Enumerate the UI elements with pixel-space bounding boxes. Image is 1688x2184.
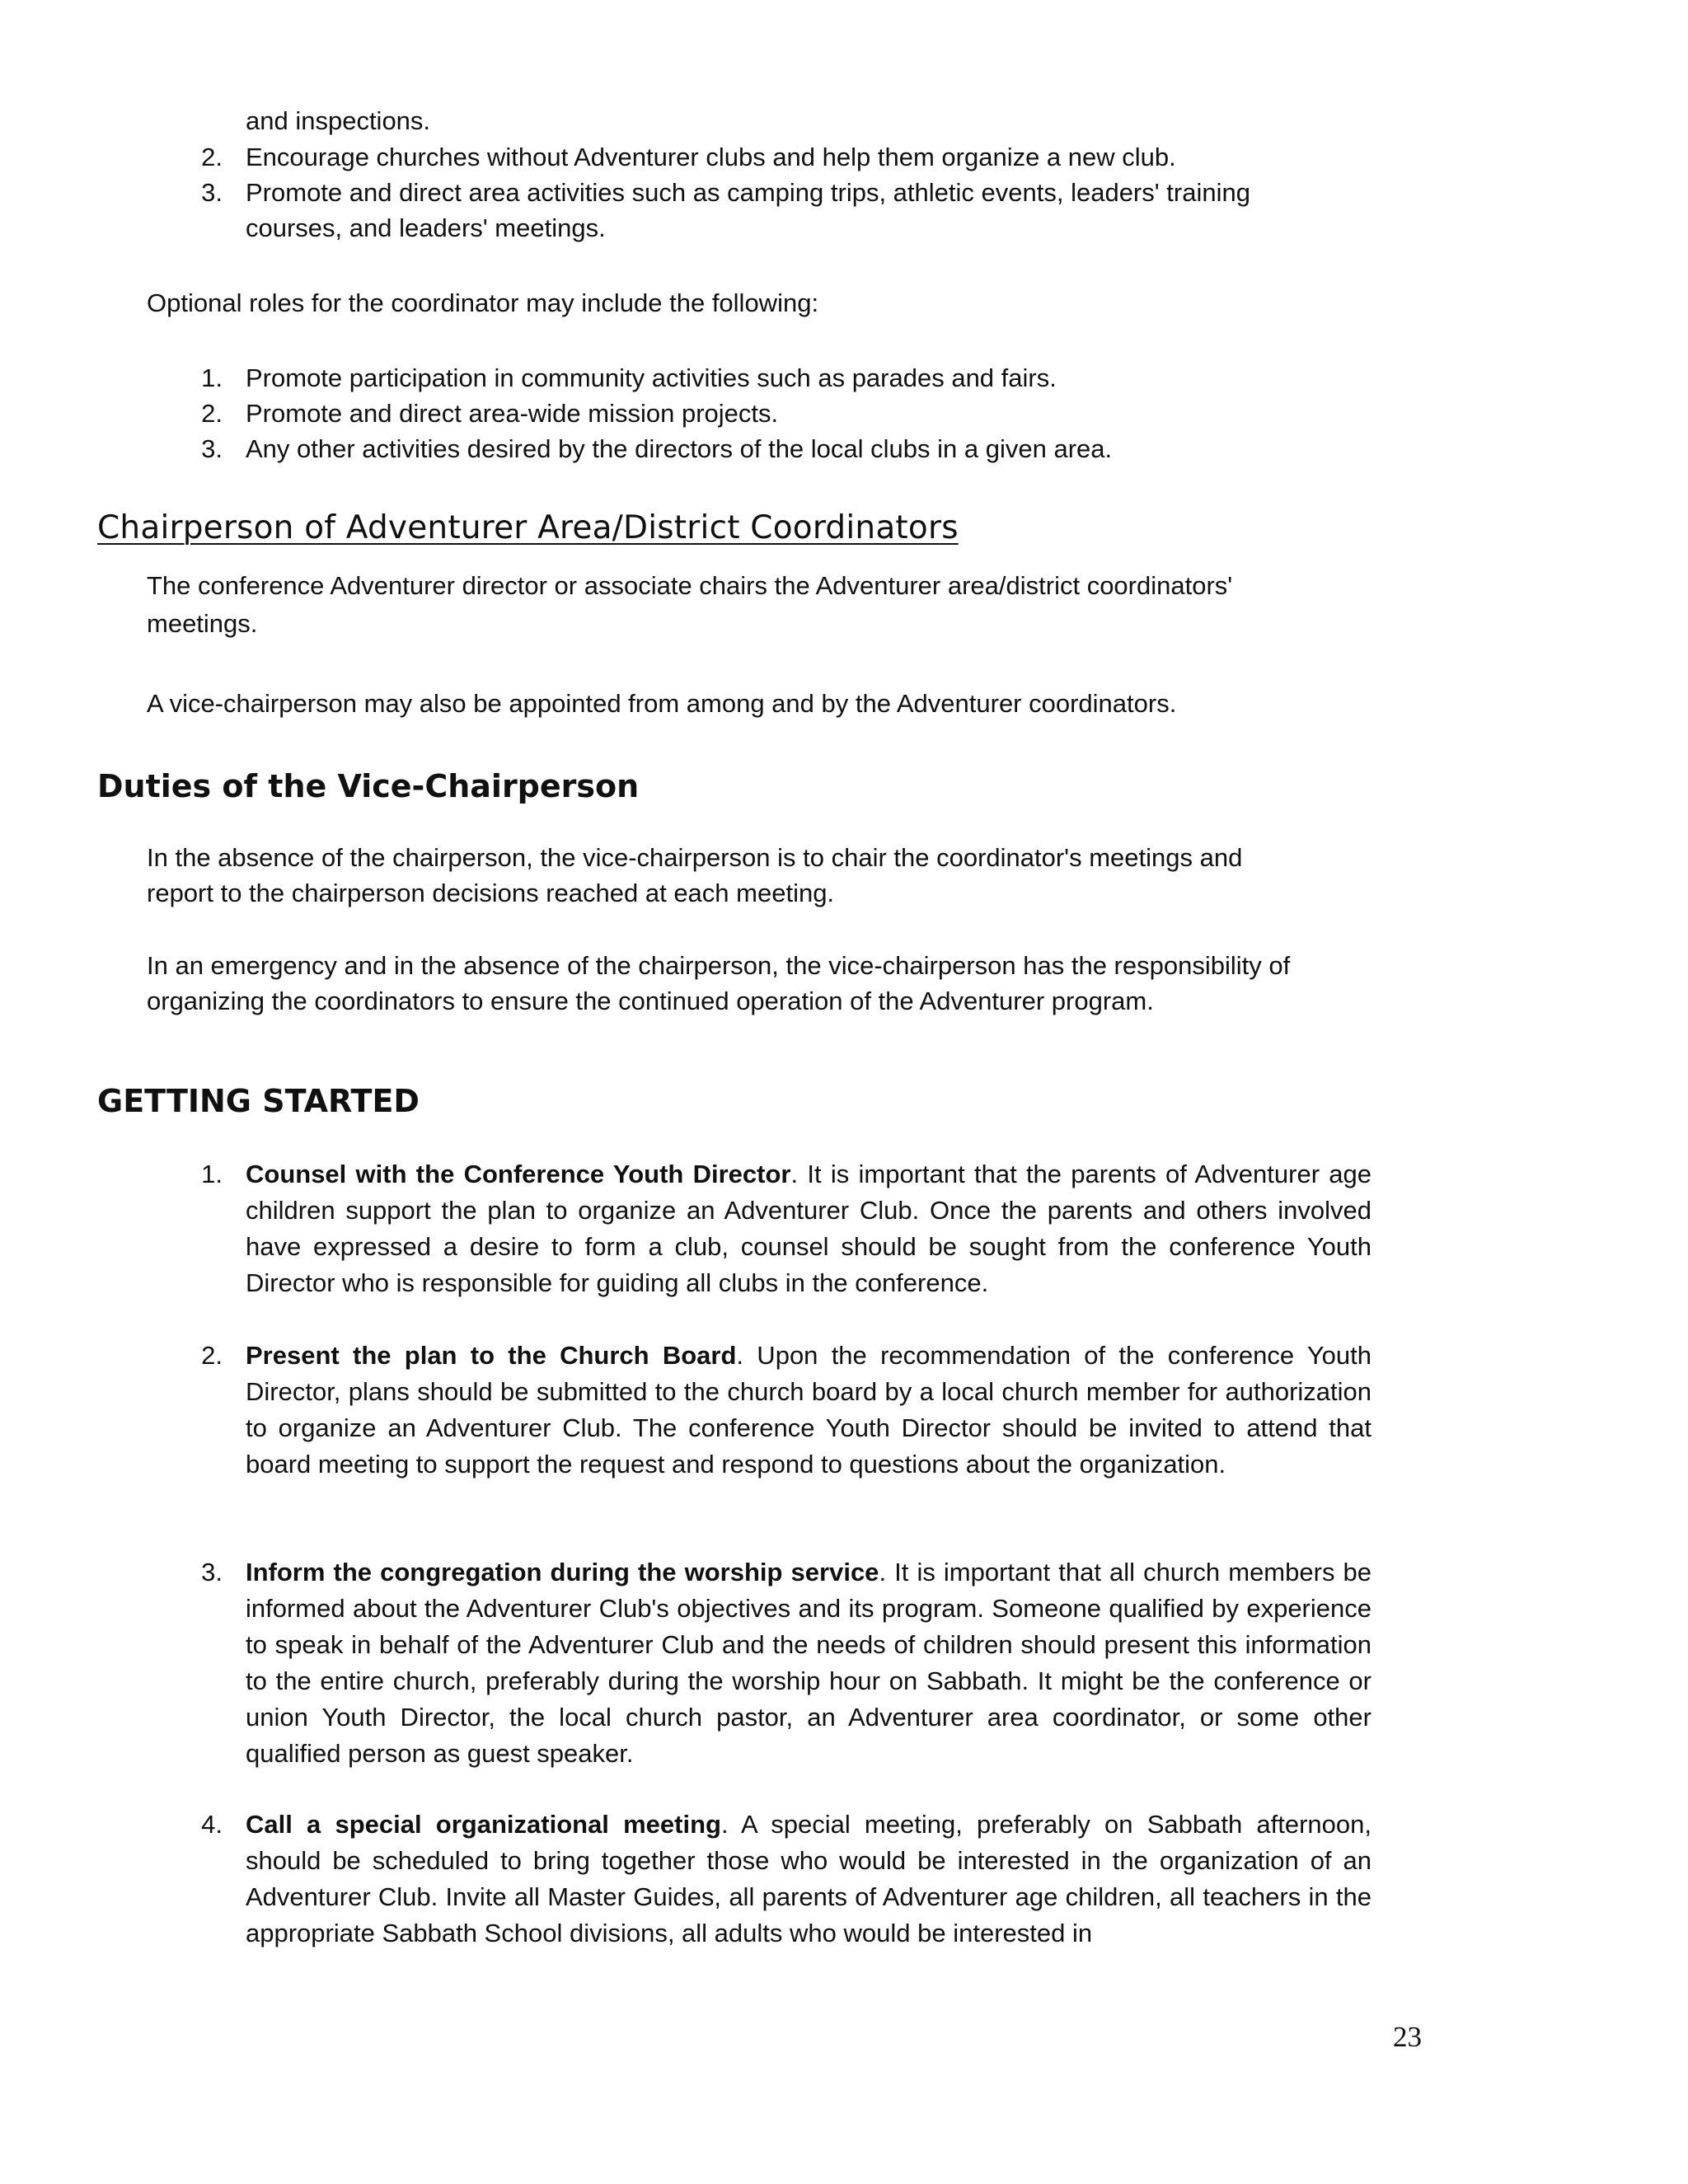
paragraph-line: The conference Adventurer director or associate chairs the Adventurer area/district coordinators' [147,571,1233,600]
list-item [246,1807,1372,1952]
list-item: Promote and direct area activities such as camping trips, athletic events, leaders' training [246,178,1250,207]
list-number: 2. [201,399,223,428]
list-continuation: and inspections. [246,106,431,135]
list-item-title: Call a special organizational meeting [246,1810,721,1839]
list-item-title: Inform the congregation during the worship service [246,1558,879,1586]
list-item: courses, and leaders' meetings. [246,213,606,242]
paragraph-line: meetings. [147,609,258,638]
list-item: Encourage churches without Adventurer clubs and help them organize a new club. [246,143,1176,171]
list-item-text: . It is important that all church members be informed about the Adventurer Club's objectives and its program. Someone qualified by experience to speak in behalf of the Adventurer Club and the needs of children should present this information to the entire church, preferably during the worship hour on Sabbath. It might be the conference or union Youth Director, the local church pastor, an Adventurer area coordinator, or some other qualified person as guest speaker. [246,1558,1372,1768]
list-number: 1. [201,1160,223,1188]
paragraph: A vice-chairperson may also be appointed from among and by the Adventurer coordinators. [147,689,1177,718]
section-heading-chairperson: Chairperson of Adventurer Area/District Coordinators [97,509,959,546]
section-heading-getting-started: GETTING STARTED [97,1083,420,1119]
page-number: 23 [1393,2021,1422,2053]
list-item: Promote participation in community activities such as parades and fairs. [246,363,1057,392]
list-item-text: . It is important that the parents of Adventurer age children support the plan to organize an Adventurer Club. Once the parents and others involved have expressed a desire to form a club, counsel should be sought from the conference Youth Director who is responsible for guiding all clubs in the conference. [246,1160,1372,1297]
list-item [246,1156,1372,1301]
section-heading-vice-chairperson: Duties of the Vice-Chairperson [97,768,640,804]
paragraph-line: In an emergency and in the absence of the chairperson, the vice-chairperson has the responsibility of [147,951,1291,980]
list-number: 2. [201,143,223,171]
paragraph-line: report to the chairperson decisions reached at each meeting. [147,879,835,907]
list-item [246,1554,1372,1772]
list-number: 1. [201,363,223,392]
list-number: 4. [201,1810,223,1839]
list-number: 3. [201,434,223,463]
list-item: Any other activities desired by the directors of the local clubs in a given area. [246,434,1113,463]
list-item-text: . A special meeting, preferably on Sabbath afternoon, should be scheduled to bring together those who would be interested in the organization of an Adventurer Club. Invite all Master Guides, all parents of Adventurer age children, all teachers in the appropriate Sabbath School divisions, all adults who would be interested in [246,1810,1372,1947]
paragraph-line: organizing the coordinators to ensure the continued operation of the Adventurer program. [147,987,1154,1015]
list-item-title: Present the plan to the Church Board [246,1341,737,1370]
list-number: 2. [201,1341,223,1370]
list-item-title: Counsel with the Conference Youth Director [246,1160,791,1188]
list-item [246,1338,1372,1483]
list-number: 3. [201,1558,223,1586]
optional-intro: Optional roles for the coordinator may include the following: [147,288,819,317]
paragraph-line: In the absence of the chairperson, the vice-chairperson is to chair the coordinator's meetings and [147,843,1243,872]
list-number: 3. [201,178,223,207]
list-item: Promote and direct area-wide mission projects. [246,399,779,428]
list-item-text: . Upon the recommendation of the conference Youth Director, plans should be submitted to the church board by a local church member for authorization to organize an Adventurer Club. The conference Youth Director should be invited to attend that board meeting to support the request and respond to questions about the organization. [246,1341,1372,1479]
